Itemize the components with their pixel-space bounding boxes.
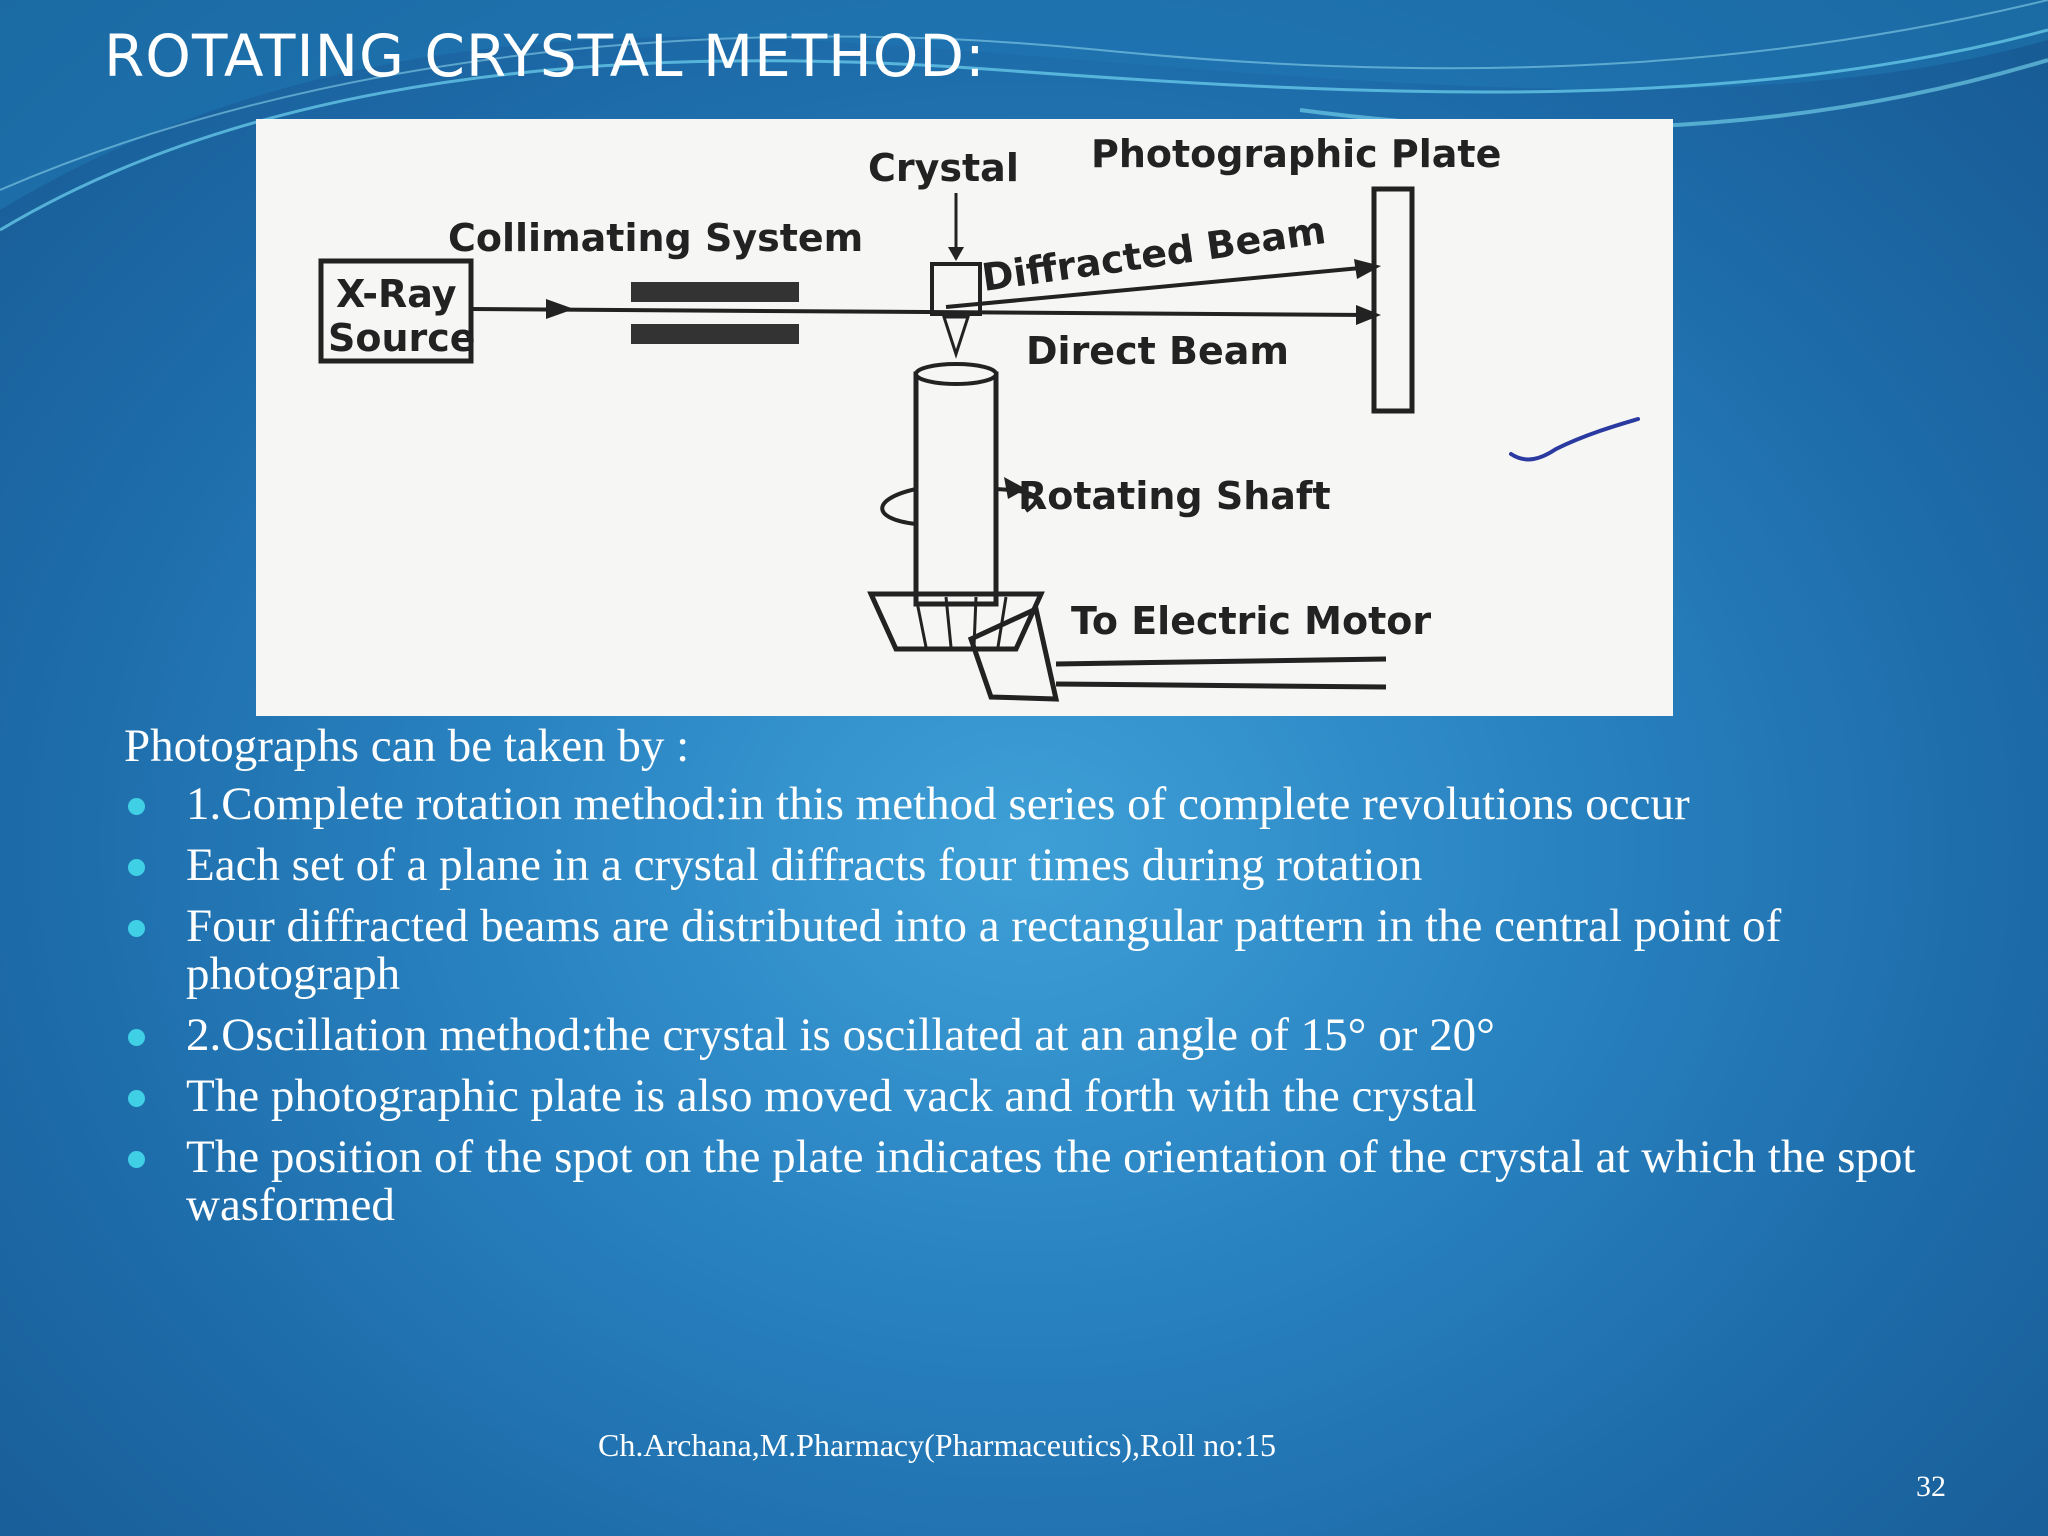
slide-title: ROTATING CRYSTAL METHOD: xyxy=(104,22,986,90)
bullet-dot-icon xyxy=(128,798,145,815)
rotating-shaft xyxy=(916,374,996,604)
bullet-list xyxy=(124,780,1924,1242)
bullet-dot-icon xyxy=(128,1151,145,1168)
footer-author: Ch.Archana,M.Pharmacy(Pharmaceutics),Roll no:15 xyxy=(598,1427,1277,1463)
collimator-slit-bottom xyxy=(631,324,799,344)
direct-beam-arrow xyxy=(1356,305,1381,325)
diffracted-beam-label: Diffracted Beam xyxy=(979,208,1329,300)
bullet-dot-icon xyxy=(128,859,145,876)
crystal-label: Crystal xyxy=(868,146,1019,190)
bullet-text: The photographic plate is also moved vack and forth with the crystal xyxy=(186,1070,1477,1122)
bullet-item xyxy=(124,1011,1924,1059)
bullet-item xyxy=(124,902,1924,998)
diffracted-beam-arrow xyxy=(1354,259,1381,279)
diagram-svg xyxy=(256,119,1673,716)
bullet-item xyxy=(124,1072,1924,1120)
crystal-pointer-head xyxy=(948,247,964,261)
page-number: 32 xyxy=(1916,1470,1946,1503)
bullet-text: 2.Oscillation method:the crystal is oscillated at an angle of 15° or 20° xyxy=(186,1009,1495,1061)
bullet-dot-icon xyxy=(128,1090,145,1107)
motor-shaft-top xyxy=(1056,659,1386,664)
xray-source-label-1: X-Ray xyxy=(336,272,457,316)
bullet-text: Four diffracted beams are distributed into a rectangular pattern in the central point of photograph xyxy=(186,900,1782,1000)
collimator-slit-top xyxy=(631,282,799,302)
shaft-top xyxy=(916,364,996,384)
rotating-shaft-label: Rotating Shaft xyxy=(1018,474,1331,518)
incident-arrow xyxy=(546,299,574,319)
bullet-dot-icon xyxy=(128,920,145,937)
bullet-text: The position of the spot on the plate indicates the orientation of the crystal at which the spot wasformed xyxy=(186,1131,1916,1231)
bullet-item xyxy=(124,1133,1924,1229)
direct-beam-label: Direct Beam xyxy=(1026,329,1289,373)
collimating-system-label: Collimating System xyxy=(448,216,864,260)
checkmark-icon xyxy=(1511,419,1638,459)
electric-motor-label: To Electric Motor xyxy=(1071,599,1432,643)
bullet-text: 1.Complete rotation method:in this method series of complete revolutions occur xyxy=(186,778,1690,830)
photographic-plate-label: Photographic Plate xyxy=(1091,132,1502,176)
direct-beam-line xyxy=(471,309,1371,315)
bullet-item xyxy=(124,780,1924,828)
intro-text: Photographs can be taken by : xyxy=(124,720,690,772)
photographic-plate xyxy=(1374,189,1412,411)
motor-shaft-bottom xyxy=(1056,684,1386,687)
bullet-text: Each set of a plane in a crystal diffracts four times during rotation xyxy=(186,839,1423,891)
bullet-dot-icon xyxy=(128,1029,145,1046)
rotating-crystal-diagram xyxy=(256,119,1673,716)
crystal-mount xyxy=(944,317,968,354)
motor-gear xyxy=(971,609,1056,699)
bullet-item xyxy=(124,841,1924,889)
xray-source-label-2: Source xyxy=(328,316,476,360)
